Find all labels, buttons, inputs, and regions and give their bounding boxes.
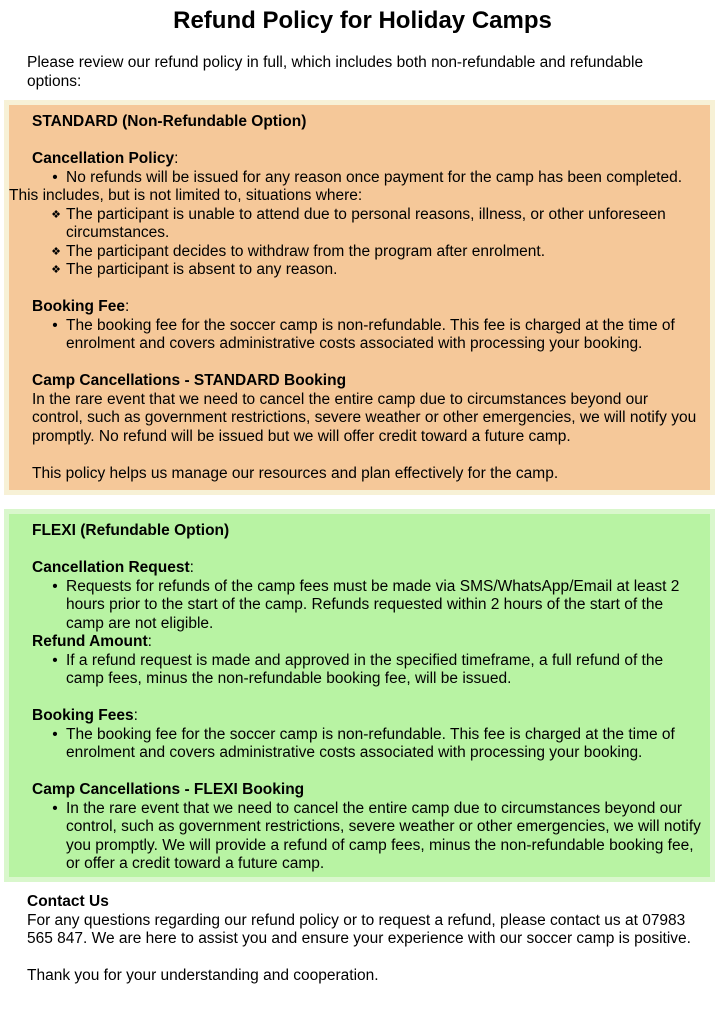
list-item: ❖ The participant decides to withdraw from the program after enrolment. bbox=[32, 243, 702, 262]
diamond-bullet-icon: ❖ bbox=[51, 208, 61, 221]
situations-list bbox=[32, 206, 702, 280]
diamond-bullet-icon: ❖ bbox=[51, 264, 61, 276]
booking-fee-list bbox=[32, 317, 702, 354]
standard-closing-text: This policy helps us manage our resources and plan effectively for the camp. bbox=[32, 464, 559, 482]
booking-fees-list bbox=[32, 726, 702, 763]
intro-text: Please review our refund policy in full, which includes both non-refundable and refundable options: bbox=[27, 54, 644, 90]
standard-camp-cancellations-heading: Camp Cancellations - STANDARD Booking bbox=[32, 372, 347, 389]
list-item: ❖ The participant is unable to attend due to personal reasons, illness, or other unforeseen circumstances. bbox=[32, 206, 702, 243]
includes-text: This includes, but is not limited to, situations where: bbox=[9, 187, 363, 204]
refund-amount-title: Refund Amount bbox=[32, 633, 148, 650]
diamond-bullet-icon: ❖ bbox=[51, 245, 61, 258]
cancellation-policy-list bbox=[32, 169, 702, 188]
standard-heading: STANDARD (Non-Refundable Option) bbox=[32, 113, 307, 130]
refund-amount-list bbox=[32, 652, 702, 689]
cancellation-request-title: Cancellation Request bbox=[32, 559, 190, 576]
list-item: • The booking fee for the soccer camp is non-refundable. This fee is charged at the time of enrolment and covers administrative costs associated with processing your booking. bbox=[32, 317, 702, 354]
list-item: • The booking fee for the soccer camp is non-refundable. This fee is charged at the time of enrolment and covers administrative costs associated with processing your booking. bbox=[32, 726, 702, 763]
flexi-heading: FLEXI (Refundable Option) bbox=[32, 522, 230, 539]
colon: : bbox=[133, 707, 138, 724]
page-title: Refund Policy for Holiday Camps bbox=[173, 7, 552, 34]
bullet-icon: • bbox=[52, 651, 58, 669]
contact-heading: Contact Us bbox=[27, 893, 109, 910]
cancellation-request-label bbox=[32, 559, 702, 578]
colon: : bbox=[125, 298, 130, 315]
flexi-camp-cancellations-list bbox=[32, 800, 702, 874]
cancellation-request-list bbox=[32, 578, 702, 634]
booking-fees-title: Booking Fees bbox=[32, 707, 134, 724]
booking-fee-label bbox=[32, 298, 702, 317]
bullet-icon: • bbox=[52, 316, 58, 334]
cancellation-policy-label bbox=[32, 150, 702, 169]
colon: : bbox=[147, 633, 152, 650]
list-item: ❖ The participant is absent to any reason. bbox=[32, 261, 702, 280]
list-item: • If a refund request is made and approved in the specified timeframe, a full refund of the camp fees, minus the non-refundable booking fee, will be issued. bbox=[32, 652, 702, 689]
bullet-icon: • bbox=[52, 725, 58, 743]
thanks-text: Thank you for your understanding and cooperation. bbox=[27, 967, 379, 984]
booking-fees-label bbox=[32, 707, 702, 726]
standard-section bbox=[4, 100, 715, 495]
standard-camp-cancellations-text: In the rare event that we need to cancel the entire camp due to circumstances beyond our control, such as government restrictions, severe weather or other emergencies, we will notify you promptly. No refund will be issued but we will offer credit toward a future camp. bbox=[32, 390, 697, 445]
cancellation-policy-title: Cancellation Policy bbox=[32, 150, 175, 167]
list-item: • In the rare event that we need to cancel the entire camp due to circumstances beyond our control, such as government restrictions, severe weather or other emergencies, we will notify you promptly. We will provide a refund of camp fees, minus the non-refundable booking fee, or offer a credit toward a future camp. bbox=[32, 800, 702, 874]
colon: : bbox=[189, 559, 194, 576]
list-item: • No refunds will be issued for any reason once payment for the camp has been completed. bbox=[32, 169, 702, 188]
list-item: • Requests for refunds of the camp fees must be made via SMS/WhatsApp/Email at least 2 hours prior to the start of the camp. Refunds requested within 2 hours of the start of the camp are not eligible. bbox=[32, 578, 702, 634]
flexi-section bbox=[4, 509, 715, 882]
contact-section bbox=[27, 893, 702, 986]
bullet-icon: • bbox=[52, 168, 58, 186]
bullet-icon: • bbox=[52, 799, 58, 817]
flexi-camp-cancellations-heading: Camp Cancellations - FLEXI Booking bbox=[32, 781, 305, 798]
booking-fee-title: Booking Fee bbox=[32, 298, 126, 315]
refund-amount-label bbox=[32, 633, 702, 652]
colon: : bbox=[174, 150, 179, 167]
bullet-icon: • bbox=[52, 577, 58, 595]
contact-text: For any questions regarding our refund policy or to request a refund, please contact us at 07983 565 847. We are here to assist you and ensure your experience with our soccer camp is positive. bbox=[27, 911, 691, 947]
